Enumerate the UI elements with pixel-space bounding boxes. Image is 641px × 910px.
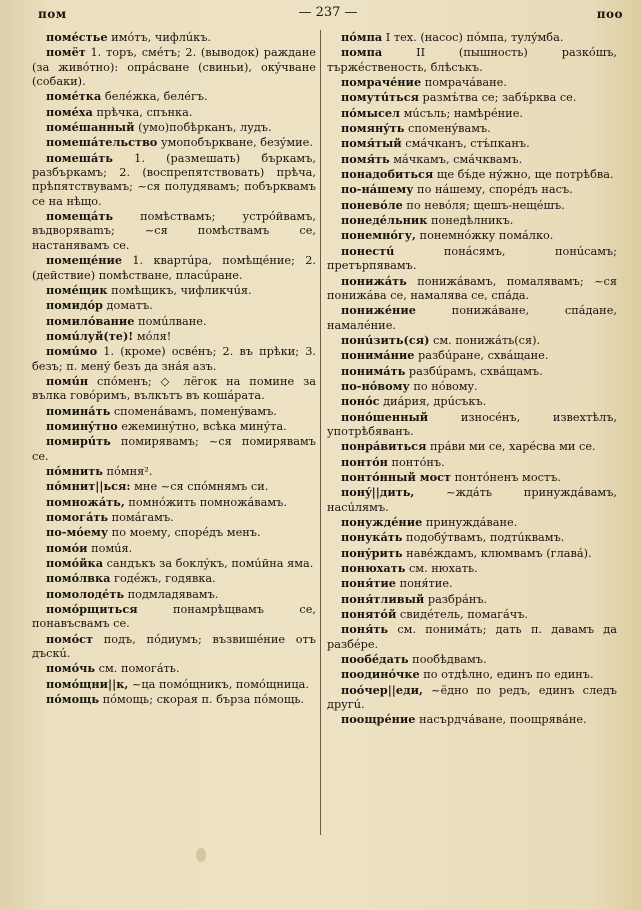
definition: помрачáване. bbox=[421, 76, 507, 90]
headword: поощрéние bbox=[341, 712, 416, 727]
dictionary-entry bbox=[32, 525, 316, 540]
dictionary-entry bbox=[327, 546, 617, 561]
definition: по невóля; щешъ-нещéшъ. bbox=[402, 198, 565, 212]
headword: помпа bbox=[341, 45, 383, 60]
dictionary-entry bbox=[32, 120, 316, 135]
dictionary-entry bbox=[327, 530, 617, 545]
left-column bbox=[32, 30, 316, 707]
dictionary-entry bbox=[32, 151, 316, 209]
headword: помóст bbox=[46, 631, 94, 646]
dictionary-entry bbox=[327, 622, 617, 652]
dictionary-entry bbox=[327, 136, 617, 151]
definition: I тех. (насос) пóмпа, тулýмба. bbox=[382, 31, 564, 44]
headword: поминýтно bbox=[46, 418, 118, 433]
headword: поня́ть bbox=[341, 622, 389, 637]
dictionary-entry bbox=[32, 45, 316, 89]
definition: понамрѣщвамъ се, понавъсвамъ се. bbox=[32, 603, 316, 631]
dictionary-entry bbox=[32, 587, 316, 602]
definition: сандъкъ за боклýкъ, помúйна яма. bbox=[103, 557, 314, 571]
definition: мúсъль; намѣрéние. bbox=[399, 106, 523, 120]
headword: поминáть bbox=[46, 403, 111, 418]
dictionary-entry bbox=[327, 592, 617, 607]
definition: ~ёдно по редъ, единъ следъ другú. bbox=[327, 683, 617, 712]
headword: понимáть bbox=[341, 363, 406, 378]
dictionary-entry bbox=[32, 344, 316, 374]
definition: по нáшему, спорéдъ насъ. bbox=[413, 183, 573, 197]
headword: помножáть, bbox=[46, 494, 125, 509]
definition: помáгамъ. bbox=[108, 511, 174, 524]
definition: см. нюхать. bbox=[405, 562, 478, 576]
page-header bbox=[38, 5, 623, 25]
dictionary-entry bbox=[32, 105, 316, 120]
dictionary-entry bbox=[327, 152, 617, 167]
dictionary-entry bbox=[327, 167, 617, 182]
dictionary-entry bbox=[32, 419, 316, 434]
definition: 1. (кроме) освéнъ; 2. въ прѣки; 3. безъ; п. менý безъ да знáя азъ. bbox=[32, 345, 316, 373]
headword: помéха bbox=[46, 104, 93, 119]
dictionary-entry bbox=[32, 556, 316, 571]
headword: помя́ть bbox=[341, 151, 390, 166]
right-column bbox=[327, 30, 617, 728]
definition: разбúрамъ, схвáщамъ. bbox=[405, 364, 543, 378]
dictionary-entry bbox=[327, 364, 617, 379]
definition: 1. квартúра, помѣщéние; 2. (действие) помѣстване, пласúране. bbox=[32, 254, 316, 282]
definition: помирявамъ; ~ся помирявамъ се. bbox=[32, 435, 316, 463]
headword: поóчер||еди, bbox=[341, 682, 423, 697]
definition: помѣствамъ; устрóйвамъ, въдвоpяваmъ; ~ся помѣствамъ се, настанявамъ се. bbox=[32, 210, 316, 252]
headword: помéшанный bbox=[46, 120, 135, 135]
dictionary-entry bbox=[327, 394, 617, 409]
headword: понадобиться bbox=[341, 167, 434, 182]
dictionary-entry bbox=[327, 244, 617, 274]
headword: помешáть bbox=[46, 150, 113, 165]
definition: принуждáване. bbox=[422, 516, 518, 529]
definition: понедѣлникъ. bbox=[427, 214, 514, 228]
definition: ще бъ́де нýжно, ще потрѣбва. bbox=[433, 168, 614, 182]
dictionary-entry bbox=[327, 712, 617, 727]
headword: помéстье bbox=[46, 30, 108, 44]
definition: по моему, спорéдъ менъ. bbox=[108, 526, 261, 540]
headword: понтóнный мост bbox=[341, 469, 452, 484]
headword: помóчь bbox=[46, 661, 96, 676]
dictionary-entry bbox=[327, 515, 617, 530]
headword: понимáние bbox=[341, 348, 415, 363]
definition: помúлване. bbox=[134, 314, 207, 328]
headword: по-нóвому bbox=[341, 378, 410, 393]
dictionary-entry bbox=[32, 510, 316, 525]
dictionary-entry bbox=[32, 571, 316, 586]
headword: помóрщиться bbox=[46, 602, 138, 617]
dictionary-entry bbox=[327, 121, 617, 136]
dictionary-entry bbox=[32, 404, 316, 419]
definition: понáсямъ, понúсамъ; претърпявамъ. bbox=[327, 244, 617, 273]
definition: понижáване, спáдане, намалéние. bbox=[327, 304, 617, 332]
headword: помóщни||к, bbox=[46, 676, 129, 691]
headword: понюхать bbox=[341, 561, 406, 576]
dictionary-entry bbox=[32, 209, 316, 253]
dictionary-entry bbox=[327, 576, 617, 591]
left-guide-word: пом bbox=[38, 7, 67, 21]
headword: помóйка bbox=[46, 556, 104, 571]
dictionary-entry bbox=[327, 439, 617, 454]
headword: помянýть bbox=[341, 121, 405, 136]
dictionary-entry bbox=[327, 228, 617, 243]
dictionary-entry bbox=[327, 561, 617, 576]
dictionary-entry bbox=[32, 464, 316, 479]
definition: ежеминýтно, всѣка минýта. bbox=[117, 419, 287, 433]
definition: мне ~ся спóмнямъ си. bbox=[130, 480, 269, 494]
definition: пóмня². bbox=[102, 464, 153, 478]
headword: помóи bbox=[46, 540, 88, 555]
dictionary-entry bbox=[327, 274, 617, 304]
headword: помогáть bbox=[46, 510, 109, 524]
page-number: — 237 — bbox=[298, 5, 358, 20]
dictionary-entry bbox=[327, 333, 617, 348]
definition: 1. торъ, смéтъ; 2. (выводок) ражданe (за живóтно): опрáсване (свиньи), окýчване (собаки). bbox=[32, 46, 316, 89]
dictionary-entry bbox=[32, 314, 316, 329]
dictionary-entry bbox=[327, 90, 617, 105]
dictionary-entry bbox=[32, 661, 316, 676]
definition: понтóнъ. bbox=[387, 455, 445, 469]
definition: умопобъркване, безýмие. bbox=[157, 136, 313, 150]
dictionary-entry bbox=[32, 374, 316, 404]
headword: понúзить(ся) bbox=[341, 332, 430, 347]
dictionary-entry bbox=[327, 182, 617, 197]
headword: помúмо bbox=[46, 344, 98, 359]
dictionary-entry bbox=[327, 410, 617, 440]
headword: помóлвка bbox=[46, 571, 111, 586]
headword: понукáть bbox=[341, 530, 403, 545]
definition: по нóвому. bbox=[409, 379, 478, 393]
definition: помѣщикъ, чифликчúя. bbox=[107, 283, 252, 297]
headword: пóмнит||ься: bbox=[46, 479, 131, 494]
dictionary-entry bbox=[327, 607, 617, 622]
definition: ~ждáть принуждáвамъ, насúлямъ. bbox=[327, 486, 617, 514]
dictionary-entry bbox=[327, 30, 617, 45]
dictionary-entry bbox=[327, 683, 617, 713]
definition: разбрáнъ. bbox=[424, 592, 488, 606]
dictionary-entry bbox=[327, 213, 617, 228]
definition: диáрия, дрúсъкъ. bbox=[379, 395, 487, 409]
dictionary-entry bbox=[32, 541, 316, 556]
definition: белéжка, белéгъ. bbox=[101, 90, 208, 104]
dictionary-entry bbox=[327, 198, 617, 213]
dictionary-entry bbox=[32, 283, 316, 298]
definition: разбúране, схвáщане. bbox=[414, 349, 549, 363]
definition: по отдѣлно, единъ по единъ. bbox=[419, 668, 594, 682]
definition: см. понижáть(ся). bbox=[429, 333, 541, 347]
definition: споменáвамъ, поменýвамъ. bbox=[110, 404, 277, 418]
definition: (умо)побѣрканъ, лудъ. bbox=[134, 121, 272, 135]
definition: подъ, пóдиумъ; възвишéние отъ дъскú. bbox=[32, 632, 316, 661]
definition: помúя. bbox=[87, 541, 133, 555]
dictionary-entry bbox=[32, 434, 316, 464]
headword: понедéльник bbox=[341, 213, 428, 228]
definition: помнóжить помножáвамъ. bbox=[124, 495, 287, 509]
headword: понестú bbox=[341, 243, 395, 258]
dictionary-entry bbox=[327, 667, 617, 682]
definition: подмладявамъ. bbox=[124, 587, 219, 601]
headword: помирúть bbox=[46, 434, 111, 449]
definition: 1. (размешать) бъркамъ, разбъркамъ; 2. (воспрепятствовать) прѣча, прѣпятствувамъ; ~ся полудявамъ; побърквамъ се на нѣщо. bbox=[32, 151, 316, 208]
dictionary-entry bbox=[32, 89, 316, 104]
dictionary-entry bbox=[32, 329, 316, 344]
dictionary-entry bbox=[327, 455, 617, 470]
headword: понижáть bbox=[341, 273, 407, 288]
definition: прáви ми се, харéсва ми се. bbox=[426, 440, 596, 454]
headword: понý||дить, bbox=[341, 485, 415, 500]
dictionary-entry bbox=[32, 602, 316, 632]
dictionary-entry bbox=[32, 677, 316, 692]
headword: понижéние bbox=[341, 303, 416, 318]
definition: понтóненъ мостъ. bbox=[451, 470, 561, 484]
dictionary-entry bbox=[32, 692, 316, 707]
headword: понóшенный bbox=[341, 409, 429, 424]
definition: размъ́тва се; забъ́рква се. bbox=[418, 91, 577, 105]
definition: II (пышность) разкóшъ, тържéственость, блѣсъкъ. bbox=[327, 46, 617, 74]
headword: помрачéние bbox=[341, 75, 422, 90]
headword: помёт bbox=[46, 45, 86, 60]
dictionary-entry bbox=[327, 379, 617, 394]
dictionary-entry bbox=[327, 303, 617, 333]
definition: пообѣдвамъ. bbox=[408, 653, 487, 667]
headword: поня́тливый bbox=[341, 591, 425, 606]
headword: помолодéть bbox=[46, 586, 125, 601]
definition: насърдчáване, поощрявáне. bbox=[415, 713, 587, 727]
headword: поня́тие bbox=[341, 576, 396, 591]
headword: помутúться bbox=[341, 90, 419, 105]
headword: по-нáшему bbox=[341, 182, 414, 197]
definition: мáчкамъ, смáчквамъ. bbox=[389, 152, 523, 166]
definition: мóля! bbox=[133, 329, 172, 343]
dictionary-entry bbox=[327, 652, 617, 667]
headword: поневóле bbox=[341, 197, 403, 212]
headword: пообéдать bbox=[341, 652, 409, 667]
headword: понрáвиться bbox=[341, 439, 427, 454]
definition: ~ца помóщникъ, помóщница. bbox=[128, 677, 309, 691]
dictionary-entry bbox=[32, 298, 316, 313]
definition: годéжъ, годявка. bbox=[110, 572, 216, 586]
dictionary-entry bbox=[32, 495, 316, 510]
dictionary-entry bbox=[327, 75, 617, 90]
dictionary-entry bbox=[32, 479, 316, 494]
definition: см. понимáть; дать п. давамъ да разбéре. bbox=[327, 623, 617, 651]
headword: помúн bbox=[46, 373, 89, 388]
dictionary-entry bbox=[32, 30, 316, 45]
headword: помещéние bbox=[46, 253, 123, 268]
headword: помéщик bbox=[46, 282, 108, 297]
headword: пóмпа bbox=[341, 30, 383, 44]
headword: понуждéние bbox=[341, 515, 423, 529]
headword: пóмощь bbox=[46, 692, 100, 707]
definition: износéнъ, извехтѣлъ, употрѣбяванъ. bbox=[327, 410, 617, 438]
headword: помилóвание bbox=[46, 313, 135, 328]
headword: пóмысел bbox=[341, 105, 400, 120]
dictionary-entry bbox=[32, 135, 316, 150]
headword: помидóр bbox=[46, 298, 103, 313]
right-guide-word: поо bbox=[596, 7, 623, 21]
headword: по-мóему bbox=[46, 525, 109, 540]
headword: поодинóчке bbox=[341, 667, 420, 682]
definition: смáчканъ, стъ́пканъ. bbox=[401, 137, 530, 151]
definition: навéждамъ, клюмвамъ (главá). bbox=[402, 546, 592, 560]
headword: помúлуй(те)! bbox=[46, 328, 134, 343]
headword: понýрить bbox=[341, 545, 403, 560]
dictionary-entry bbox=[327, 106, 617, 121]
dictionary-entry bbox=[327, 470, 617, 485]
headword: помещáть bbox=[46, 209, 114, 224]
dictionary-entry bbox=[327, 348, 617, 363]
definition: поня́тие. bbox=[395, 577, 453, 591]
definition: спóменъ; ◇ лёгок на помине за вълка говóримъ, вълкътъ въ кошáрата. bbox=[32, 374, 316, 403]
headword: понтóн bbox=[341, 454, 388, 469]
definition: прѣчка, спънка. bbox=[92, 105, 193, 119]
paper-stain bbox=[196, 848, 206, 862]
definition: имóтъ, чифлúкъ. bbox=[107, 31, 212, 44]
headword: пóмнить bbox=[46, 463, 103, 478]
dictionary-entry bbox=[327, 45, 617, 75]
dictionary-entry bbox=[32, 632, 316, 662]
headword: помéтка bbox=[46, 89, 102, 104]
dictionary-entry bbox=[32, 253, 316, 283]
headword: помешáтельство bbox=[46, 135, 158, 150]
definition: доматъ. bbox=[102, 299, 153, 313]
headword: понятóй bbox=[341, 607, 397, 622]
definition: понемнóжку помáлко. bbox=[415, 229, 554, 243]
dictionary-entry bbox=[327, 485, 617, 515]
column-divider bbox=[320, 30, 321, 835]
definition: свидéтель, помагáчъ. bbox=[396, 608, 528, 622]
definition: споменýвамъ. bbox=[404, 122, 491, 136]
definition: понижáвамъ, помалявамъ; ~ся понижáва се, намалява се, спáда. bbox=[327, 274, 617, 302]
definition: пóмощь; скорая п. бърза пóмощь. bbox=[99, 693, 305, 707]
definition: подобýтвамъ, подтúквамъ. bbox=[402, 531, 565, 545]
headword: понóс bbox=[341, 394, 380, 409]
definition: см. помогáть. bbox=[95, 662, 180, 676]
headword: понемнóгу, bbox=[341, 228, 416, 243]
headword: помя́тый bbox=[341, 136, 402, 151]
